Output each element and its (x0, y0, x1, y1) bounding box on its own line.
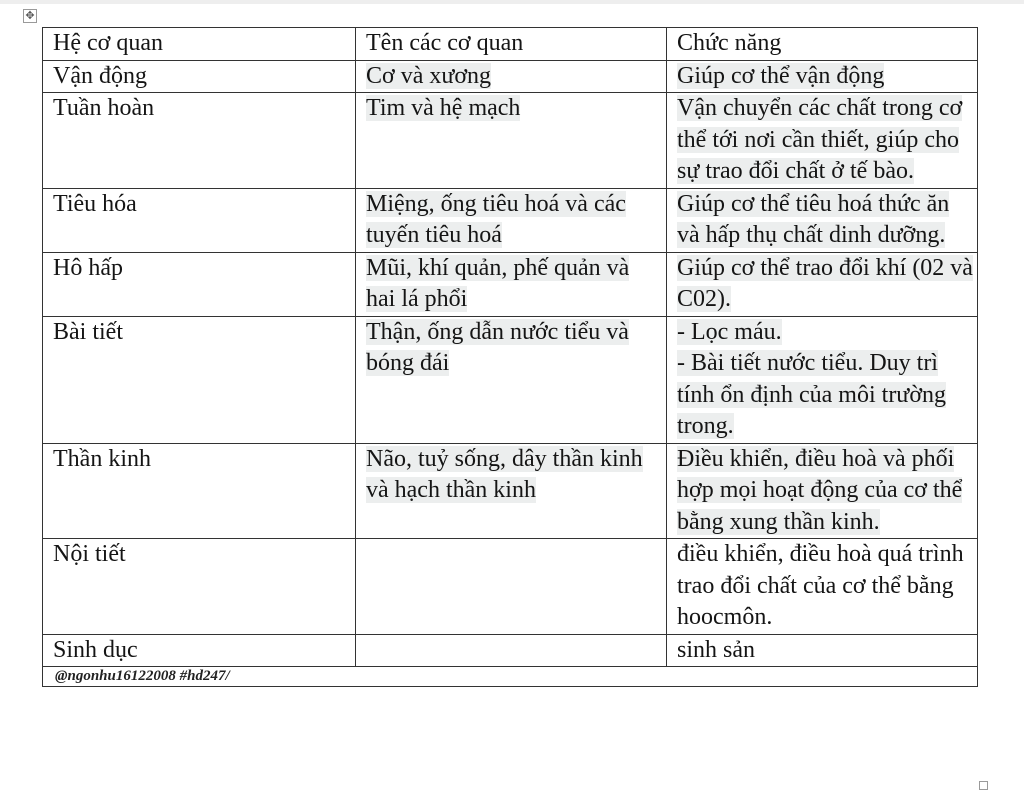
table-row (43, 93, 978, 189)
watermark-row (43, 667, 978, 687)
cell-organs[interactable] (356, 634, 667, 667)
cell-function[interactable]: Giúp cơ thể vận động (667, 60, 978, 93)
table-resize-handle-icon[interactable] (979, 781, 988, 790)
cell-function[interactable]: điều khiển, điều hoà quá trình trao đổi chất của cơ thể bằng hoocmôn. (667, 539, 978, 635)
table-row (43, 316, 978, 443)
cell-organs[interactable] (356, 539, 667, 635)
function-bullet: - Lọc máu. (677, 318, 782, 345)
cell-function[interactable]: Giúp cơ thể trao đổi khí (02 và C02). (667, 252, 978, 316)
table-row (43, 539, 978, 635)
table-move-handle-icon[interactable]: ✥ (23, 9, 37, 23)
organ-systems-table (42, 27, 978, 687)
cell-organs[interactable]: Mũi, khí quản, phế quản và hai lá phổi (356, 252, 667, 316)
cell-organs[interactable]: Thận, ống dẫn nước tiểu và bóng đái (356, 316, 667, 443)
cell-system[interactable]: Nội tiết (43, 539, 356, 635)
cell-organs[interactable]: Miệng, ống tiêu hoá và các tuyến tiêu hoá (356, 188, 667, 252)
cell-organs[interactable]: Cơ và xương (356, 60, 667, 93)
cell-organs[interactable]: Tim và hệ mạch (356, 93, 667, 189)
table-row (43, 252, 978, 316)
header-row (43, 28, 978, 61)
cell-system[interactable]: Bài tiết (43, 316, 356, 443)
cell-function[interactable]: Vận chuyển các chất trong cơ thể tới nơi cần thiết, giúp cho sự trao đổi chất ở tế bào. (667, 93, 978, 189)
cell-function[interactable] (667, 316, 978, 443)
cell-system[interactable]: Hô hấp (43, 252, 356, 316)
function-bullet: - Bài tiết nước tiểu. Duy trì tính ổn định của môi trường trong. (677, 350, 947, 439)
top-edge (0, 0, 1024, 4)
cell-function[interactable]: Điều khiển, điều hoà và phối hợp mọi hoạt động của cơ thể bằng xung thần kinh. (667, 443, 978, 539)
cell-system[interactable]: Tuần hoàn (43, 93, 356, 189)
table-row (43, 443, 978, 539)
cell-system[interactable]: Sinh dục (43, 634, 356, 667)
cell-function[interactable]: Giúp cơ thể tiêu hoá thức ăn và hấp thụ chất dinh dưỡng. (667, 188, 978, 252)
header-system[interactable]: Hệ cơ quan (43, 28, 356, 61)
cell-organs[interactable]: Não, tuỷ sống, dây thần kinh và hạch thần kinh (356, 443, 667, 539)
table-row (43, 60, 978, 93)
watermark-cell[interactable] (43, 667, 978, 687)
cell-function[interactable]: sinh sản (667, 634, 978, 667)
cell-system[interactable]: Tiêu hóa (43, 188, 356, 252)
table-row (43, 634, 978, 667)
cell-system[interactable]: Vận động (43, 60, 356, 93)
table-row (43, 188, 978, 252)
cell-system[interactable]: Thần kinh (43, 443, 356, 539)
header-organs[interactable]: Tên các cơ quan (356, 28, 667, 61)
header-function[interactable]: Chức năng (667, 28, 978, 61)
watermark-text: @ngonhu16122008 #hd247/ (55, 668, 230, 684)
